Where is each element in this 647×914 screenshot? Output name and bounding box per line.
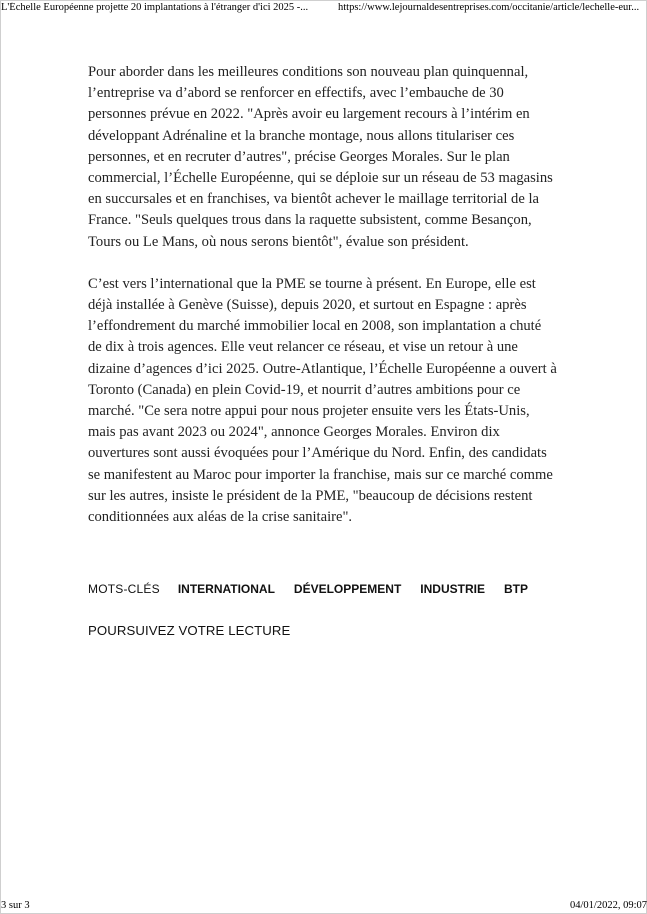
tag-btp[interactable]: BTP <box>503 582 528 596</box>
print-timestamp: 04/01/2022, 09:07 <box>569 900 647 911</box>
document-title: L'Échelle Européenne projette 20 implantations à l'étranger d'ici 2025 -... <box>1 2 309 13</box>
article-paragraph: C’est vers l’international que la PME se tourne à présent. En Europe, elle est déjà installée à Genève (Suisse), depuis 2020, et surtout en Espagne : après l’effondrement du marché immobilier local en 2008, son implantation a chuté de dix à trois agences. Elle veut relancer ce réseau, et vise un retour à une dizaine d’agences d’ici 2025. Outre-Atlantique, l’Échelle Européenne a ouvert à Toronto (Canada) en plein Covid-19, et nourrit d’autres ambitions pour ce marché. "Ce sera notre appui pour nous projeter ensuite vers les États-Unis, mais pas avant 2023 ou 2024", annonce Georges Morales. Environ dix ouvertures sont aussi évoquées pour l’Amérique du Nord. Enfin, des candidats se manifestent au Maroc pour importer la franchise, mais sur ce marché comme sur les autres, insiste le président de la PME, "beaucoup de décisions restent conditionnées aux aléas de la crise sanitaire". <box>88 275 557 526</box>
article-paragraph: Pour aborder dans les meilleures conditions son nouveau plan quinquennal, l’entreprise va d’abord se renforcer en effectifs, avec l’embauche de 30 personnes prévue en 2022. "Après avoir eu largement recours à l’intérim en développant Adrénaline et la branche montage, nous allons titulariser ces personnes, et en recruter d’autres", précise Georges Morales. Sur le plan commercial, l’Échelle Européenne, qui se déploie sur un réseau de 53 magasins en succursales et en franchises, va bientôt achever le maillage territorial de la France. "Seuls quelques trous dans la raquette subsistent, comme Besançon, Tours ou Le Mans, où nous serons bientôt", évalue son président. <box>88 64 553 250</box>
tag-industrie[interactable]: INDUSTRIE <box>420 582 485 596</box>
tag-developpement[interactable]: DÉVELOPPEMENT <box>293 582 402 596</box>
page-counter: 3 sur 3 <box>1 900 30 911</box>
continue-reading-heading: POURSUIVEZ VOTRE LECTURE <box>88 623 291 638</box>
print-header <box>0 0 647 16</box>
keywords-bar <box>88 582 547 596</box>
keywords-label: MOTS-CLÉS <box>88 582 160 596</box>
print-footer <box>0 900 647 914</box>
document-url[interactable]: https://www.lejournaldesentreprises.com/occitanie/article/lechelle-eur... <box>338 2 640 13</box>
tag-international[interactable]: INTERNATIONAL <box>177 582 275 596</box>
article-body <box>88 62 558 549</box>
